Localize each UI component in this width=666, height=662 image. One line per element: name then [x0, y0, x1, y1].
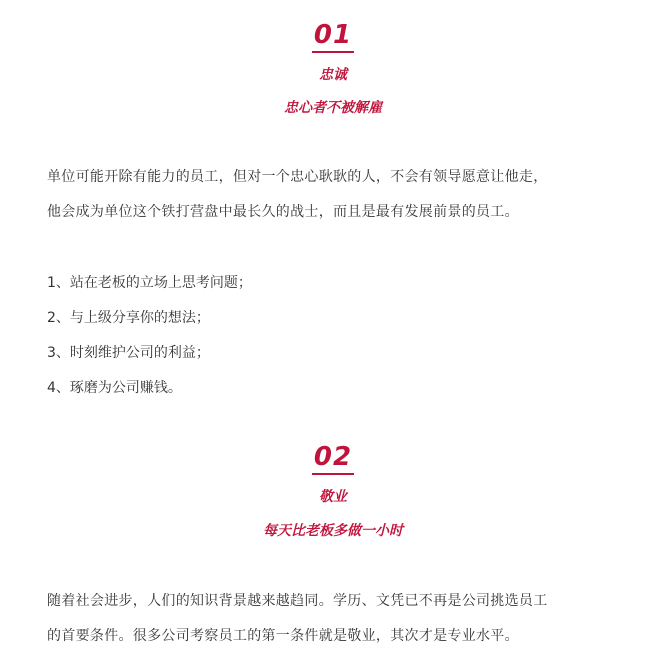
paragraph-line: 单位可能开除有能力的员工，但对一个忠心耿耿的人，不会有领导愿意让他走， — [47, 169, 548, 185]
section-02-keyword: 敬业 — [319, 489, 347, 505]
section-01-list — [47, 266, 252, 406]
section-02-paragraph — [47, 584, 637, 654]
paragraph-line: 的首要条件。很多公司考察员工的第一条件就是敬业，其次才是专业水平。 — [47, 628, 519, 644]
section-02-number: 02 — [0, 442, 666, 475]
section-01-number: 01 — [0, 20, 666, 53]
list-item: 2、与上级分享你的想法； — [47, 310, 210, 326]
list-item: 1、站在老板的立场上思考问题； — [47, 275, 252, 291]
section-01-keyword: 忠诚 — [319, 67, 347, 83]
paragraph-line: 随着社会进步，人们的知识背景越来越趋同。学历、文凭已不再是公司挑选员工 — [47, 593, 548, 609]
section-01-paragraph — [47, 160, 637, 230]
list-item: 3、时刻维护公司的利益； — [47, 345, 210, 361]
section-01-tagline: 忠心者不被解雇 — [284, 100, 382, 116]
section-02-tagline: 每天比老板多做一小时 — [263, 523, 403, 539]
paragraph-line: 他会成为单位这个铁打营盘中最长久的战士，而且是最有发展前景的员工。 — [47, 204, 519, 220]
list-item: 4、琢磨为公司赚钱。 — [47, 380, 182, 396]
